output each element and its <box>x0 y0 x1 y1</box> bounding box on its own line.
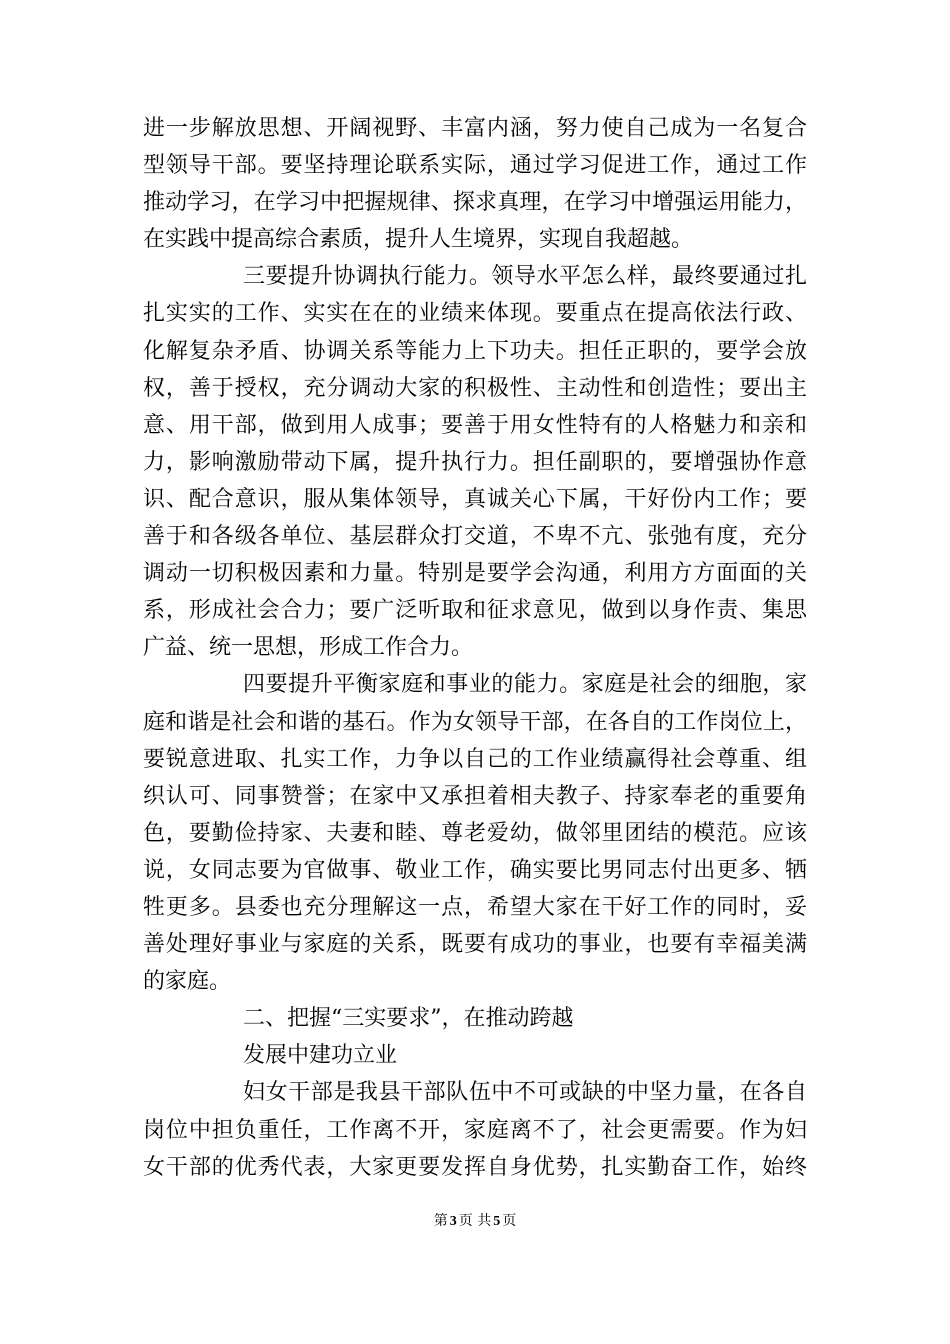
paragraph-start-line: 四要提升平衡家庭和事业的能力。家庭是社会的细胞，家 <box>243 672 807 698</box>
text-line: 庭和谐是社会和谐的基石。作为女领导干部，在各自的工作岗位上， <box>143 709 807 735</box>
text-line: 要锐意进取、扎实工作，力争以自己的工作业绩赢得社会尊重、组 <box>143 746 807 772</box>
page-footer <box>0 1212 950 1231</box>
text-line: 色，要勤俭持家、夫妻和睦、尊老爱幼，做邻里团结的模范。应该 <box>143 820 807 846</box>
text-line: 识、配合意识，服从集体领导，真诚关心下属，干好份内工作；要 <box>143 486 807 512</box>
section-heading-line: 二、把握“三实要求”，在推动跨越 <box>243 1006 574 1032</box>
text-line: 在实践中提高综合素质，提升人生境界，实现自我超越。 <box>143 227 694 253</box>
text-line: 说，女同志要为官做事、敬业工作，确实要比男同志付出更多、牺 <box>143 857 807 883</box>
text-line: 善处理好事业与家庭的关系，既要有成功的事业，也要有幸福美满 <box>143 932 807 958</box>
text-line: 广益、统一思想，形成工作合力。 <box>143 635 474 661</box>
paragraph-start-line: 三要提升协调执行能力。领导水平怎么样，最终要通过扎 <box>243 264 807 290</box>
text-line: 力，影响激励带动下属，提升执行力。担任副职的，要增强协作意 <box>143 449 807 475</box>
total-pages-number: 5 <box>493 1214 501 1229</box>
text-line: 织认可、同事赞誉；在家中又承担着相夫教子、持家奉老的重要角 <box>143 783 807 809</box>
footer-suffix: 页 <box>502 1213 517 1229</box>
text-line: 牲更多。县委也充分理解这一点，希望大家在干好工作的同时，妥 <box>143 894 807 920</box>
text-line: 扎实实的工作、实实在在的业绩来体现。要重点在提高依法行政、 <box>143 301 807 327</box>
text-line: 系，形成社会合力；要广泛听取和征求意见，做到以身作责、集思 <box>143 598 807 624</box>
text-line: 善于和各级各单位、基层群众打交道，不卑不亢、张弛有度，充分 <box>143 524 807 550</box>
current-page-number: 3 <box>449 1214 457 1229</box>
paragraph-start-line: 妇女干部是我县干部队伍中不可或缺的中坚力量，在各自 <box>243 1080 807 1106</box>
text-line: 进一步解放思想、开阔视野、丰富内涵，努力使自己成为一名复合 <box>143 116 807 141</box>
footer-middle: 页 共 <box>458 1213 492 1229</box>
text-line: 调动一切积极因素和力量。特别是要学会沟通，利用方方面面的关 <box>143 561 807 587</box>
text-line: 化解复杂矛盾、协调关系等能力上下功夫。担任正职的，要学会放 <box>143 338 807 364</box>
text-line: 岗位中担负重任，工作离不开，家庭离不了，社会更需要。作为妇 <box>143 1117 807 1143</box>
text-line: 推动学习，在学习中把握规律、探求真理，在学习中增强运用能力， <box>143 190 807 216</box>
footer-prefix: 第 <box>433 1213 448 1229</box>
document-body <box>143 110 807 1186</box>
text-line: 的家庭。 <box>143 969 232 995</box>
section-heading-line: 发展中建功立业 <box>243 1043 398 1069</box>
text-line: 女干部的优秀代表，大家更要发挥自身优势，扎实勤奋工作，始终 <box>143 1154 807 1180</box>
text-line: 型领导干部。要坚持理论联系实际，通过学习促进工作，通过工作 <box>143 153 807 179</box>
text-line: 意、用干部，做到用人成事；要善于用女性特有的人格魅力和亲和 <box>143 412 807 438</box>
text-line: 权，善于授权，充分调动大家的积极性、主动性和创造性；要出主 <box>143 375 807 401</box>
